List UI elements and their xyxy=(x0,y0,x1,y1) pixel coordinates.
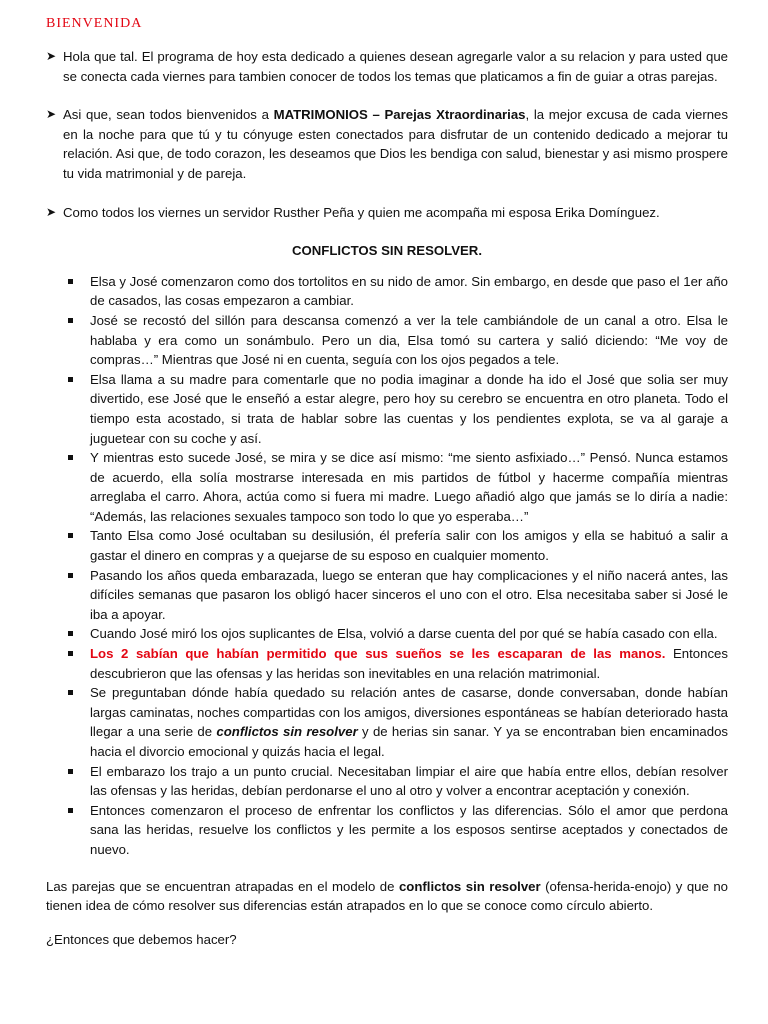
square-bullet-icon xyxy=(68,533,73,538)
intro-paragraph-3 xyxy=(46,203,728,223)
square-bullet-icon xyxy=(68,769,73,774)
arrow-right-icon: ➤ xyxy=(46,49,57,63)
intro-paragraph-1 xyxy=(46,47,728,86)
list-item xyxy=(46,448,728,526)
list-item-text: Tanto Elsa como José ocultaban su desilusión, él prefería salir con los amigos y ella se habituó a salir a gastar el dinero en compras y a quejarse de su esposo en cualquier momento. xyxy=(90,528,728,564)
square-bullet-icon xyxy=(68,279,73,284)
list-item-text: y de herias sin sanar. Y ya se encontraban bien encaminados hacia el divorcio emocional y quizás hacia el legal. xyxy=(90,724,729,759)
list-item-text: Elsa llama a su madre para comentarle que no podia imaginar a donde ha ido el José que solia ser muy divertido, ese José que le enseñó a estar alegre, pero hoy su cerebro se encuentra en otro planeta. Todo el tiempo esta acostado, si trata de hablar sobre las cuentas y los pendientes explota, se va al garaje a juguetear con su coche y así. xyxy=(90,371,728,446)
square-bullet-icon xyxy=(68,808,73,813)
intro-text-1: Hola que tal. El programa de hoy esta dedicado a quienes desean agregarle valor a su relacion y para usted que se conecta cada viernes para tambien conocer de todos los temas que platicamos a fin de guiar a otras parejas. xyxy=(63,49,728,84)
program-name: MATRIMONIOS – Parejas Xtraordinarias xyxy=(273,107,526,123)
square-bullet-icon xyxy=(68,318,73,323)
list-item-text: Cuando José miró los ojos suplicantes de Elsa, volvió a darse cuenta del por qué se había casado con ella. xyxy=(90,626,718,642)
list-item-text: Entonces descubrieron que las ofensas y las heridas son inevitables en una relación matrimonial. xyxy=(90,646,728,681)
list-item xyxy=(46,762,728,801)
list-item xyxy=(46,272,728,311)
arrow-right-icon: ➤ xyxy=(46,107,57,122)
list-item-text: Pasando los años queda embarazada, luego se enteran que hay complicaciones y el niño nacerá antes, las difíciles semanas que pasaron los obligó hacer sinceros el uno con el otro. Elsa necesitaba saber si José le iba a apoyar. xyxy=(90,567,728,622)
intro-text-3: Como todos los viernes un servidor Rusther Peña y quien me acompaña mi esposa Erika Domínguez. xyxy=(63,204,660,220)
list-item-text: El embarazo los trajo a un punto crucial. Necesitaban limpiar el aire que había entre ellos, debían resolver las ofensas y las heridas, debían perdonarse el uno al otro y volver a encontrar aceptación y conexión. xyxy=(90,763,728,799)
list-item-text: Elsa y José comenzaron como dos tortolitos en su nido de amor. Sin embargo, en desde que paso el 1er año de casados, las cosas empezaron a cambiar. xyxy=(90,273,728,309)
list-item xyxy=(46,370,728,448)
list-item-text: Se preguntaban dónde había quedado su relación antes de casarse, donde conversaban, donde habían largas caminatas, noches compartidas con los amigos, diversiones espontáneas se habían deteriorado hasta llegar a una serie de xyxy=(90,685,728,740)
closing-text-a: Las parejas que se encuentran atrapadas en el modelo de xyxy=(46,878,399,894)
intro-text-2a: Asi que, sean todos bienvenidos a xyxy=(63,107,274,123)
section-title: CONFLICTOS SIN RESOLVER. xyxy=(291,243,482,259)
closing-bold-phrase: conflictos sin resolver xyxy=(398,878,541,894)
list-item xyxy=(46,566,728,625)
page-title: BIENVENIDA xyxy=(46,16,143,31)
list-item xyxy=(46,683,728,761)
list-item-text: José se recostó del sillón para descansa comenzó a ver la tele cambiándole de un canal a otro. Elsa le hablaba y era como un sonámbulo. Pero un dia, Elsa tomó su cartera y salió diciendo: “Me voy de compras…” Mientras que José ni en cuenta, seguía con los ojos pegados a tele. xyxy=(90,312,728,368)
list-item xyxy=(46,644,728,683)
list-item xyxy=(46,801,728,860)
list-item xyxy=(46,526,728,565)
intro-text-2b: , la mejor excusa de cada viernes en la noche para que tú y tu cónyuge esten conectados para disfrutar de un contenido dedicado a mejorar tu relación. Asi que, de todo corazon, les deseamos que Dios les bendiga con salud, bienestar y asi mismo prospere tu vida matrimonial y de pareja. xyxy=(63,107,728,181)
list-item-text: Entonces comenzaron el proceso de enfrentar los conflictos y las diferencias. Sólo el amor que perdona sana las heridas, resuelve los conflictos y les permite a los esposos sentirse aceptados y conectados de nuevo. xyxy=(90,802,728,857)
square-bullet-icon xyxy=(68,651,73,656)
square-bullet-icon xyxy=(68,377,73,382)
closing-question: ¿Entonces que debemos hacer? xyxy=(46,931,237,947)
list-item xyxy=(46,624,728,644)
arrow-right-icon: ➤ xyxy=(46,204,57,219)
square-bullet-icon xyxy=(68,455,73,460)
closing-text-b: (ofensa-herida-enojo) y que no tienen idea de cómo resolver sus diferencias están atrapados en lo que se conoce como círculo abierto. xyxy=(46,878,728,914)
square-bullet-icon xyxy=(68,631,73,636)
list-item-text: Y mientras esto sucede José, se mira y se dice así mismo: “me siento asfixiado…” Pensó. Nunca estamos de acuerdo, ella solía mostrarse interesada en mis partidos de fútbol y hacerme compañía mientras arreglaba el carro. Ahora, actúa como si fuera mi madre. Luego añadió algo que jamás se lo diría a nadie: “Además, las relaciones sexuales tampoco son todo lo que yo esperaba…” xyxy=(90,450,728,524)
intro-paragraph-2 xyxy=(46,105,728,183)
square-bullet-icon xyxy=(68,573,73,578)
square-bullet-icon xyxy=(68,690,73,695)
list-item xyxy=(46,311,728,370)
closing-paragraph xyxy=(46,877,728,916)
story-bullet-list xyxy=(46,272,728,860)
emphasized-phrase: conflictos sin resolver xyxy=(216,724,358,740)
highlighted-sentence: Los 2 sabían que habían permitido que sus sueños se les escaparan de las manos. xyxy=(90,646,666,662)
